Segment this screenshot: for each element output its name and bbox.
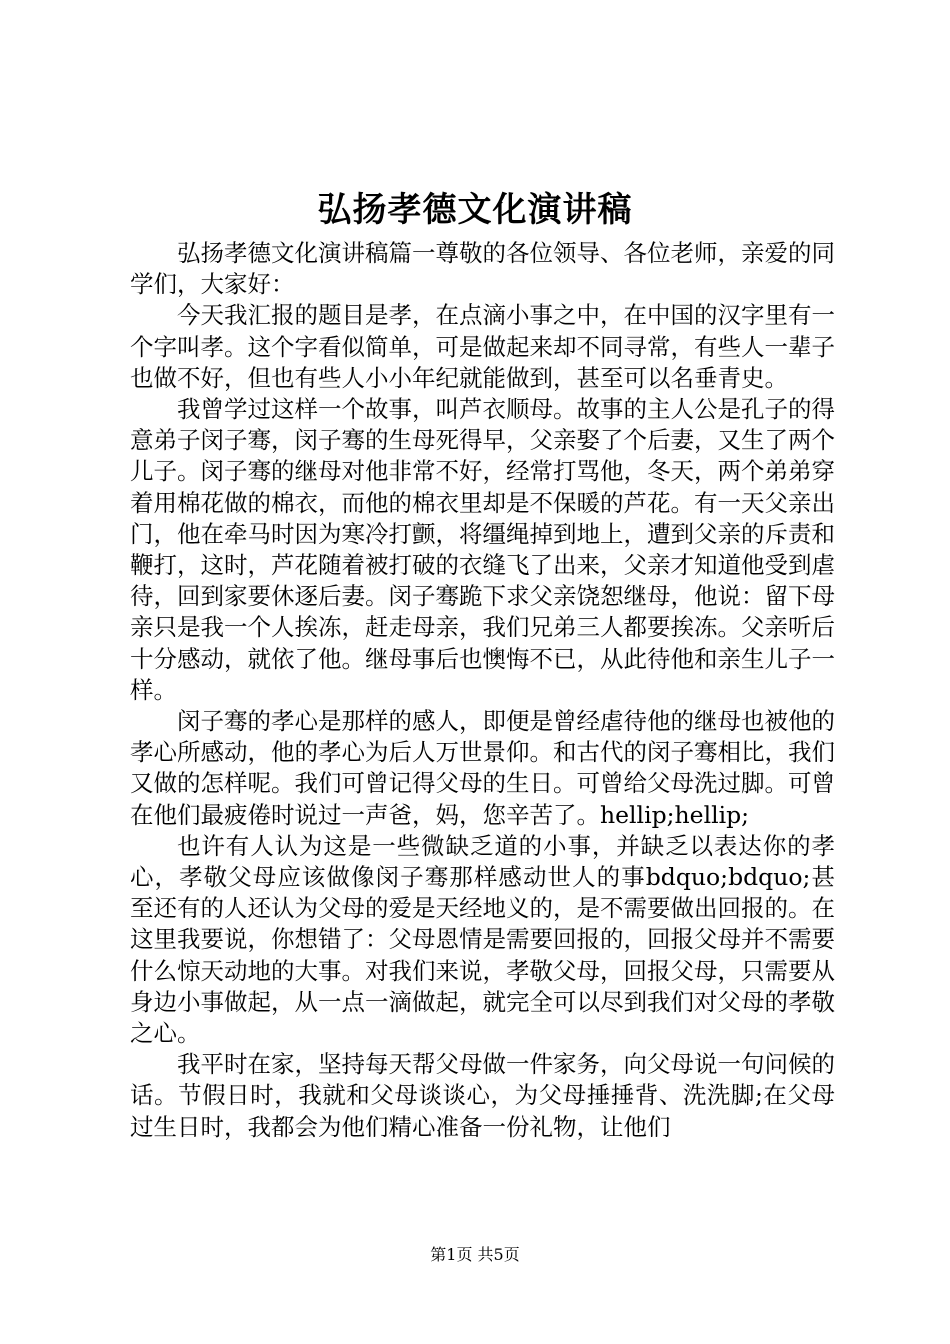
paragraph: 也许有人认为这是一些微缺乏道的小事，并缺乏以表达你的孝心，孝敬父母应该做像闵子骞那样感动世人的事bdquo;bdquo;甚至还有的人还认为父母的爱是天经地义的，是不需要做出回报的。在这里我要说，你想错了：父母恩情是需要回报的，回报父母并不需要什么惊天动地的大事。对我们来说，孝敬父母，回报父母，只需要从身边小事做起，从一点一滴做起，就完全可以尽到我们对父母的孝敬之心。 [130,831,835,1048]
document-title: 弘扬孝德文化演讲稿 [317,190,633,230]
document-body [130,238,835,1143]
page-footer: 第1页 共5页 [430,1245,520,1264]
paragraph: 我平时在家，坚持每天帮父母做一件家务，向父母说一句问候的话。节假日时，我就和父母谈谈心，为父母捶捶背、洗洗脚;在父母过生日时，我都会为他们精心准备一份礼物，让他们 [130,1050,835,1141]
paragraph: 弘扬孝德文化演讲稿篇一尊敬的各位领导、各位老师，亲爱的同学们，大家好： [130,239,835,299]
paragraph: 今天我汇报的题目是孝，在点滴小事之中，在中国的汉字里有一个字叫孝。这个字看似简单，可是做起来却不同寻常，有些人一辈子也做不好，但也有些人小小年纪就能做到，甚至可以名垂青史。 [130,301,835,392]
paragraph: 闵子骞的孝心是那样的感人，即便是曾经虐待他的继母也被他的孝心所感动，他的孝心为后人万世景仰。和古代的闵子骞相比，我们又做的怎样呢。我们可曾记得父母的生日。可曾给父母洗过脚。可曾在他们最疲倦时说过一声爸，妈，您辛苦了。hellip;hellip; [130,707,835,829]
paragraph: 我曾学过这样一个故事，叫芦衣顺母。故事的主人公是孔子的得意弟子闵子骞，闵子骞的生母死得早，父亲娶了个后妻，又生了两个儿子。闵子骞的继母对他非常不好，经常打骂他，冬天，两个弟弟穿着用棉花做的棉衣，而他的棉衣里却是不保暖的芦花。有一天父亲出门，他在牵马时因为寒冷打颤，将缰绳掉到地上，遭到父亲的斥责和鞭打，这时，芦花随着被打破的衣缝飞了出来，父亲才知道他受到虐待，回到家要休逐后妻。闵子骞跪下求父亲饶恕继母，他说：留下母亲只是我一个人挨冻，赶走母亲，我们兄弟三人都要挨冻。父亲听后十分感动，就依了他。继母事后也懊悔不已，从此待他和亲生儿子一样。 [130,395,835,704]
